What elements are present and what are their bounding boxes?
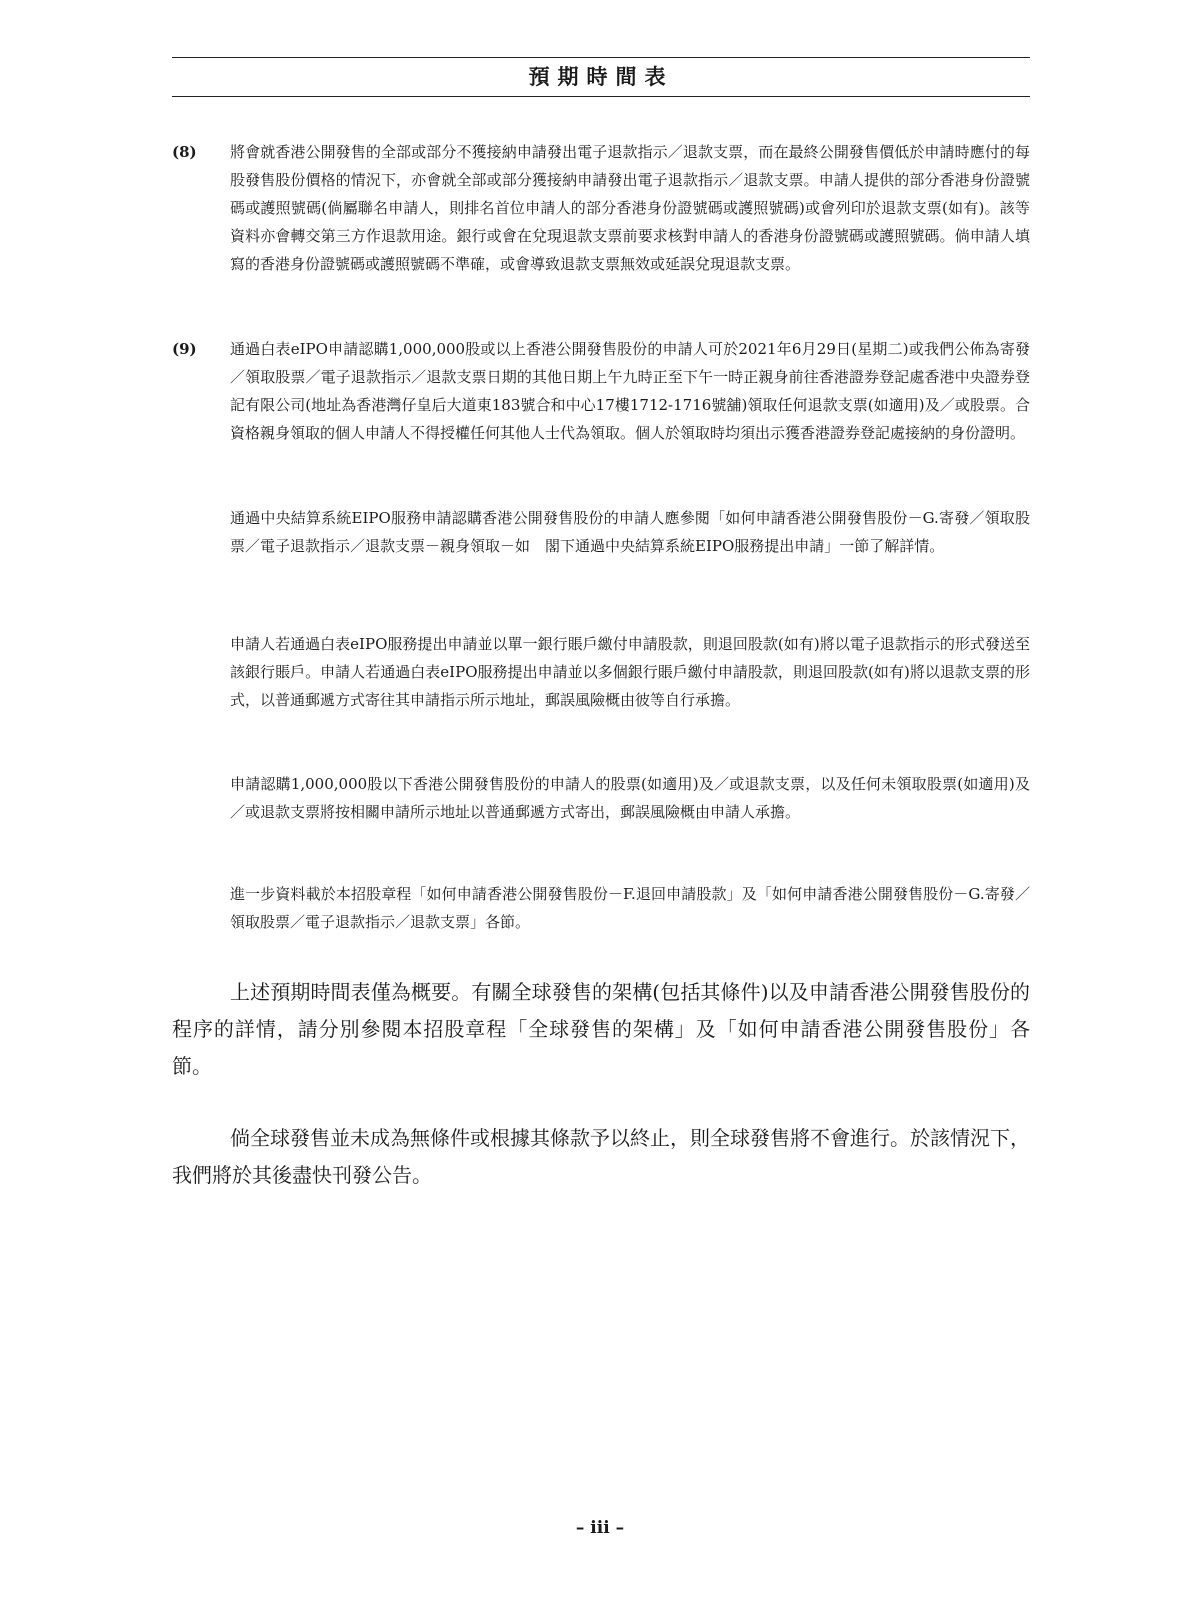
note-number: (8)	[172, 143, 197, 161]
sub-paragraph: 申請人若通過白表eIPO服務提出申請並以單一銀行賬戶繳付申請股款，則退回股款(如有)將以電子退款指示的形式發送至該銀行賬戶。申請人若通過白表eIPO服務提出申請並以多個銀行賬戶繳付申請股款，則退回股款(如有)將以退款支票的形式，以普通郵遞方式寄往其申請指示所示地址，郵誤風險概由彼等自行承擔。	[230, 635, 1030, 709]
page-title: 預期時間表	[528, 65, 674, 89]
body-paragraph: 上述預期時間表僅為概要。有關全球發售的架構(包括其條件)以及申請香港公開發售股份的程序的詳情，請分別參閱本招股章程「全球發售的架構」及「如何申請香港公開發售股份」各節。	[172, 980, 1030, 1078]
body-paragraph: 倘全球發售並未成為無條件或根據其條款予以終止，則全球發售將不會進行。於該情況下，我們將於其後盡快刊發公告。	[172, 1126, 1030, 1187]
sub-paragraph: 申請認購1,000,000股以下香港公開發售股份的申請人的股票(如適用)及／或退款支票，以及任何未領取股票(如適用)及／或退款支票將按相關申請所示地址以普通郵遞方式寄出，郵誤風險概由申請人承擔。	[230, 775, 1030, 821]
note-text: 通過白表eIPO申請認購1,000,000股或以上香港公開發售股份的申請人可於2021年6月29日(星期二)或我們公佈為寄發／領取股票／電子退款指示／退款支票日期的其他日期上午九時正至下午一時正親身前往香港證券登記處香港中央證券登記有限公司(地址為香港灣仔皇后大道東183號合和中心17樓1712-1716號舖)領取任何退款支票(如適用)及／或股票。合資格親身領取的個人申請人不得授權任何其他人士代為領取。個人於領取時均須出示獲香港證券登記處接納的身份證明。	[230, 340, 1030, 442]
header-rule-bottom	[172, 96, 1030, 97]
note-text: 將會就香港公開發售的全部或部分不獲接納申請發出電子退款指示／退款支票，而在最終公開發售價低於申請時應付的每股發售股份價格的情況下，亦會就全部或部分獲接納申請發出電子退款指示／退款支票。申請人提供的部分香港身份證號碼或護照號碼(倘屬聯名申請人，則排名首位申請人的部分香港身份證號碼或護照號碼)或會列印於退款支票(如有)。該等資料亦會轉交第三方作退款用途。銀行或會在兌現退款支票前要求核對申請人的香港身份證號碼或護照號碼。倘申請人填寫的香港身份證號碼或護照號碼不準確，或會導致退款支票無效或延誤兌現退款支票。	[230, 143, 1030, 273]
note-number: (9)	[172, 340, 197, 358]
header-rule-top	[172, 57, 1030, 58]
sub-paragraph: 通過中央結算系統EIPO服務申請認購香港公開發售股份的申請人應參閱「如何申請香港公開發售股份－G.寄發／領取股票／電子退款指示／退款支票－親身領取－如 閣下通過中央結算系統EIPO服務提出申請」一節了解詳情。	[230, 509, 1030, 555]
sub-paragraph: 進一步資料載於本招股章程「如何申請香港公開發售股份－F.退回申請股款」及「如何申請香港公開發售股份－G.寄發／領取股票／電子退款指示／退款支票」各節。	[230, 885, 1030, 931]
page-number: – iii –	[575, 1518, 625, 1538]
